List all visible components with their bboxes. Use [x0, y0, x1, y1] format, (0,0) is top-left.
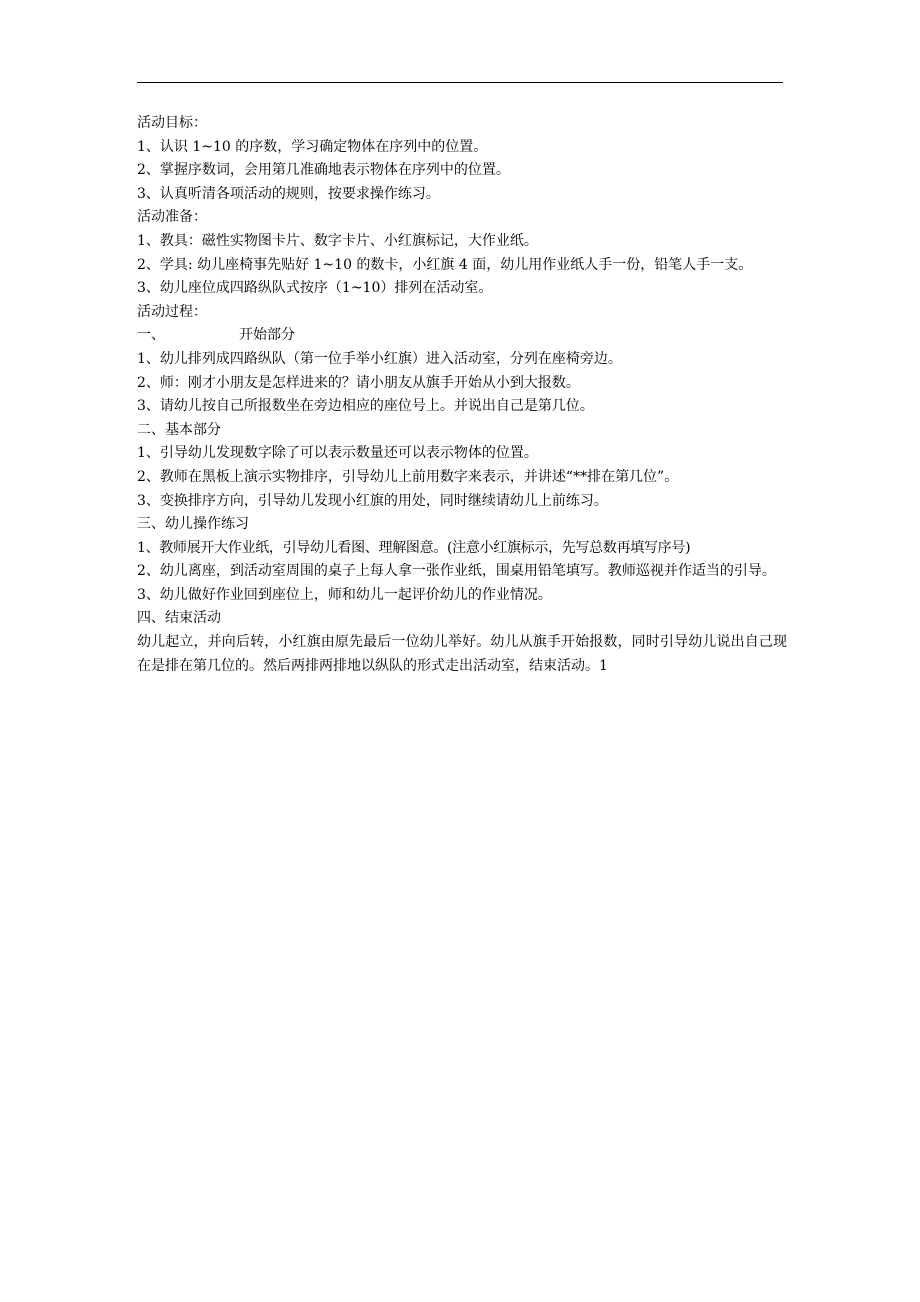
goal-heading: 活动目标： [137, 115, 207, 131]
part3-heading: 三、幼儿操作练习 [137, 516, 249, 533]
prep-item: 2、学具: 幼儿座椅事先贴好 1~10 的数卡，小红旗 4 面，幼儿用作业纸人手一份，铅笔人手一支。 [137, 256, 753, 273]
header-rule [137, 82, 783, 83]
part3-item: 1、教师展开大作业纸，引导幼儿看图、理解图意。(注意小红旗标示，先写总数再填写序号) [137, 539, 691, 556]
prep-heading: 活动准备： [137, 209, 207, 226]
part4-heading: 四、结束活动 [137, 610, 221, 627]
part1-item: 1、幼儿排列成四路纵队（第一位手举小红旗）进入活动室，分列在座椅旁边。 [137, 350, 622, 367]
part4-body: 幼儿起立，并向后转，小红旗由原先最后一位幼儿举好。幼儿从旗手开始报数，同时引导幼儿说出自己现在是排在第几位的。然后两排两排地以纵队的形式走出活动室，结束活动。1 [137, 634, 787, 674]
process-heading: 活动过程： [137, 303, 207, 320]
part2-heading: 二、基本部分 [137, 421, 221, 438]
part2-item: 2、教师在黑板上演示实物排序，引导幼儿上前用数字来表示，并讲述“**排在第几位”。 [137, 468, 679, 485]
prep-item: 1、教具：磁性实物图卡片、数字卡片、小红旗标记，大作业纸。 [137, 232, 538, 249]
part2-item: 3、变换排序方向，引导幼儿发现小红旗的用处，同时继续请幼儿上前练习。 [137, 492, 608, 509]
goal-item: 2、掌握序数词，会用第几准确地表示物体在序列中的位置。 [137, 162, 510, 179]
part2-item: 1、引导幼儿发现数字除了可以表示数量还可以表示物体的位置。 [137, 445, 538, 462]
prep-item: 3、幼儿座位成四路纵队式按序（1~10）排列在活动室。 [137, 280, 493, 297]
document-body [137, 112, 787, 678]
part1-title: 开始部分 [239, 327, 295, 344]
part1-item: 2、师：刚才小朋友是怎样进来的？请小朋友从旗手开始从小到大报数。 [137, 374, 580, 391]
goal-item: 3、认真听清各项活动的规则，按要求操作练习。 [137, 185, 440, 202]
part1-heading [137, 324, 787, 348]
part1-number: 一、 [137, 327, 165, 344]
goal-item: 1、认识 1~10 的序数，学习确定物体在序列中的位置。 [137, 138, 488, 155]
part3-item: 3、幼儿做好作业回到座位上，师和幼儿一起评价幼儿的作业情况。 [137, 586, 552, 603]
part1-item: 3、请幼儿按自己所报数坐在旁边相应的座位号上。并说出自己是第几位。 [137, 398, 594, 415]
part3-item: 2、幼儿离座，到活动室周围的桌子上每人拿一张作业纸，围桌用铅笔填写。教师巡视并作适当的引导。 [137, 563, 776, 580]
